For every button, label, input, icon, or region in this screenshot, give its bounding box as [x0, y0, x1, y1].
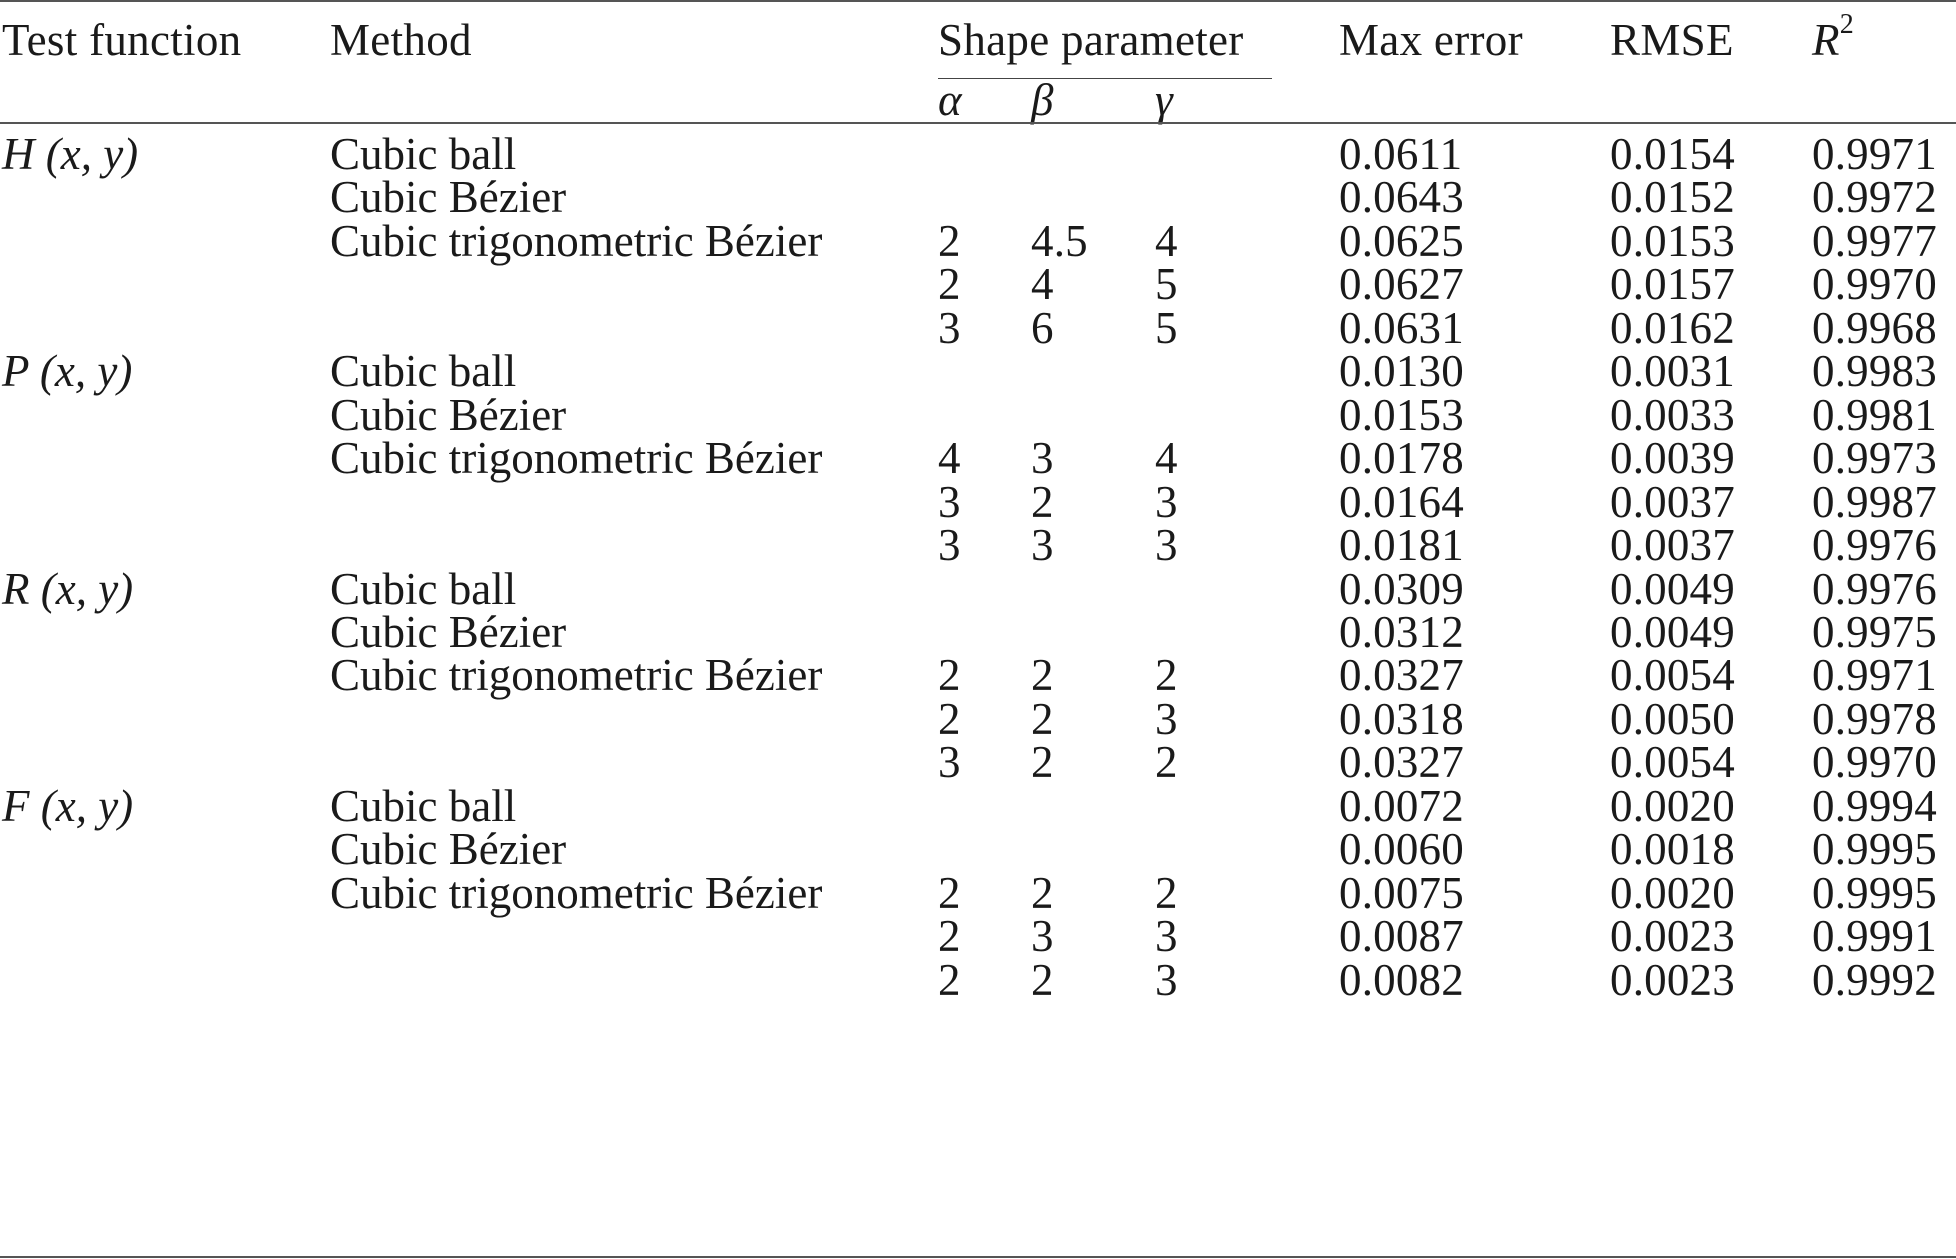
cell-alpha: 3	[938, 303, 961, 353]
cell-gamma: 2	[1155, 868, 1178, 918]
cell-r-squared: 0.9992	[1812, 955, 1937, 1005]
cell-rmse: 0.0018	[1610, 824, 1735, 874]
cell-gamma: 4	[1155, 216, 1178, 266]
cell-alpha: 2	[938, 216, 961, 266]
cell-method: Cubic trigonometric Bézier	[330, 650, 823, 700]
cell-rmse: 0.0153	[1610, 216, 1735, 266]
cell-r-squared: 0.9976	[1812, 564, 1937, 614]
cell-test-function: F (x, y)	[2, 781, 134, 831]
cell-beta: 3	[1031, 520, 1054, 570]
header-beta: β	[1031, 75, 1054, 125]
cell-max-error: 0.0082	[1339, 955, 1464, 1005]
cell-alpha: 3	[938, 520, 961, 570]
cell-method: Cubic Bézier	[330, 607, 567, 657]
cell-rmse: 0.0037	[1610, 477, 1735, 527]
cell-r-squared: 0.9994	[1812, 781, 1937, 831]
header-shape-parameter: Shape parameter	[938, 15, 1244, 65]
cell-r-squared: 0.9987	[1812, 477, 1937, 527]
cell-rmse: 0.0049	[1610, 564, 1735, 614]
cell-alpha: 3	[938, 477, 961, 527]
cell-gamma: 3	[1155, 694, 1178, 744]
cell-beta: 3	[1031, 433, 1054, 483]
cell-test-function: P (x, y)	[2, 346, 133, 396]
cell-rmse: 0.0050	[1610, 694, 1735, 744]
top-rule	[0, 0, 1956, 2]
cell-r-squared: 0.9971	[1812, 650, 1937, 700]
cell-rmse: 0.0157	[1610, 259, 1735, 309]
cell-max-error: 0.0643	[1339, 172, 1464, 222]
cell-max-error: 0.0153	[1339, 390, 1464, 440]
cell-rmse: 0.0023	[1610, 955, 1735, 1005]
cell-gamma: 3	[1155, 955, 1178, 1005]
cell-method: Cubic Bézier	[330, 824, 567, 874]
cell-r-squared: 0.9970	[1812, 259, 1937, 309]
cell-gamma: 2	[1155, 737, 1178, 787]
cell-gamma: 5	[1155, 303, 1178, 353]
cell-r-squared: 0.9983	[1812, 346, 1937, 396]
cell-r-squared: 0.9976	[1812, 520, 1937, 570]
cell-method: Cubic Bézier	[330, 390, 567, 440]
cell-r-squared: 0.9970	[1812, 737, 1937, 787]
cell-alpha: 4	[938, 433, 961, 483]
cell-max-error: 0.0060	[1339, 824, 1464, 874]
cell-alpha: 3	[938, 737, 961, 787]
cell-max-error: 0.0309	[1339, 564, 1464, 614]
header-alpha: α	[938, 75, 962, 125]
cell-rmse: 0.0023	[1610, 911, 1735, 961]
cell-beta: 2	[1031, 650, 1054, 700]
cell-max-error: 0.0130	[1339, 346, 1464, 396]
cell-method: Cubic trigonometric Bézier	[330, 868, 823, 918]
cell-rmse: 0.0020	[1610, 868, 1735, 918]
header-rmse: RMSE	[1610, 15, 1734, 65]
cell-method: Cubic ball	[330, 129, 517, 179]
cell-rmse: 0.0054	[1610, 650, 1735, 700]
cell-beta: 2	[1031, 868, 1054, 918]
cell-test-function: R (x, y)	[2, 564, 134, 614]
cell-rmse: 0.0152	[1610, 172, 1735, 222]
cell-method: Cubic ball	[330, 781, 517, 831]
cell-gamma: 3	[1155, 520, 1178, 570]
cell-r-squared: 0.9978	[1812, 694, 1937, 744]
cell-alpha: 2	[938, 955, 961, 1005]
cell-r-squared: 0.9971	[1812, 129, 1937, 179]
cell-max-error: 0.0318	[1339, 694, 1464, 744]
cell-beta: 2	[1031, 694, 1054, 744]
cell-max-error: 0.0181	[1339, 520, 1464, 570]
cell-rmse: 0.0033	[1610, 390, 1735, 440]
cell-alpha: 2	[938, 911, 961, 961]
cell-beta: 4	[1031, 259, 1054, 309]
cell-rmse: 0.0054	[1610, 737, 1735, 787]
cell-max-error: 0.0178	[1339, 433, 1464, 483]
cell-method: Cubic trigonometric Bézier	[330, 216, 823, 266]
header-method: Method	[330, 15, 472, 65]
cell-rmse: 0.0039	[1610, 433, 1735, 483]
cell-beta: 2	[1031, 955, 1054, 1005]
cell-alpha: 2	[938, 259, 961, 309]
cell-alpha: 2	[938, 694, 961, 744]
cell-max-error: 0.0164	[1339, 477, 1464, 527]
cell-max-error: 0.0072	[1339, 781, 1464, 831]
cell-gamma: 4	[1155, 433, 1178, 483]
cell-rmse: 0.0020	[1610, 781, 1735, 831]
cell-gamma: 3	[1155, 911, 1178, 961]
cell-rmse: 0.0037	[1610, 520, 1735, 570]
r-squared-base: R	[1812, 15, 1840, 65]
cell-r-squared: 0.9981	[1812, 390, 1937, 440]
header-rule	[0, 122, 1956, 124]
cell-method: Cubic Bézier	[330, 172, 567, 222]
cell-max-error: 0.0631	[1339, 303, 1464, 353]
cell-beta: 4.5	[1031, 216, 1088, 266]
cell-alpha: 2	[938, 650, 961, 700]
cell-r-squared: 0.9968	[1812, 303, 1937, 353]
cell-beta: 3	[1031, 911, 1054, 961]
cell-r-squared: 0.9995	[1812, 868, 1937, 918]
cell-max-error: 0.0312	[1339, 607, 1464, 657]
cell-max-error: 0.0075	[1339, 868, 1464, 918]
r-squared-exponent: 2	[1839, 9, 1855, 40]
header-max-error: Max error	[1339, 15, 1523, 65]
cell-r-squared: 0.9975	[1812, 607, 1937, 657]
cell-r-squared: 0.9973	[1812, 433, 1937, 483]
cell-rmse: 0.0162	[1610, 303, 1735, 353]
header-gamma: γ	[1155, 75, 1173, 125]
cell-r-squared: 0.9972	[1812, 172, 1937, 222]
header-test-function: Test function	[2, 15, 242, 65]
cell-rmse: 0.0031	[1610, 346, 1735, 396]
cell-test-function: H (x, y)	[2, 129, 139, 179]
cell-beta: 2	[1031, 737, 1054, 787]
cell-max-error: 0.0087	[1339, 911, 1464, 961]
cell-r-squared: 0.9977	[1812, 216, 1937, 266]
cell-method: Cubic ball	[330, 346, 517, 396]
shape-parameter-rule	[938, 78, 1272, 79]
cell-max-error: 0.0327	[1339, 650, 1464, 700]
cell-method: Cubic trigonometric Bézier	[330, 433, 823, 483]
cell-alpha: 2	[938, 868, 961, 918]
bottom-rule	[0, 1256, 1956, 1258]
cell-r-squared: 0.9995	[1812, 824, 1937, 874]
cell-rmse: 0.0154	[1610, 129, 1735, 179]
cell-method: Cubic ball	[330, 564, 517, 614]
cell-r-squared: 0.9991	[1812, 911, 1937, 961]
cell-max-error: 0.0627	[1339, 259, 1464, 309]
cell-beta: 6	[1031, 303, 1054, 353]
cell-max-error: 0.0611	[1339, 129, 1463, 179]
cell-max-error: 0.0327	[1339, 737, 1464, 787]
cell-max-error: 0.0625	[1339, 216, 1464, 266]
cell-beta: 2	[1031, 477, 1054, 527]
cell-gamma: 3	[1155, 477, 1178, 527]
header-r-squared	[1812, 9, 1855, 65]
cell-gamma: 5	[1155, 259, 1178, 309]
cell-rmse: 0.0049	[1610, 607, 1735, 657]
cell-gamma: 2	[1155, 650, 1178, 700]
